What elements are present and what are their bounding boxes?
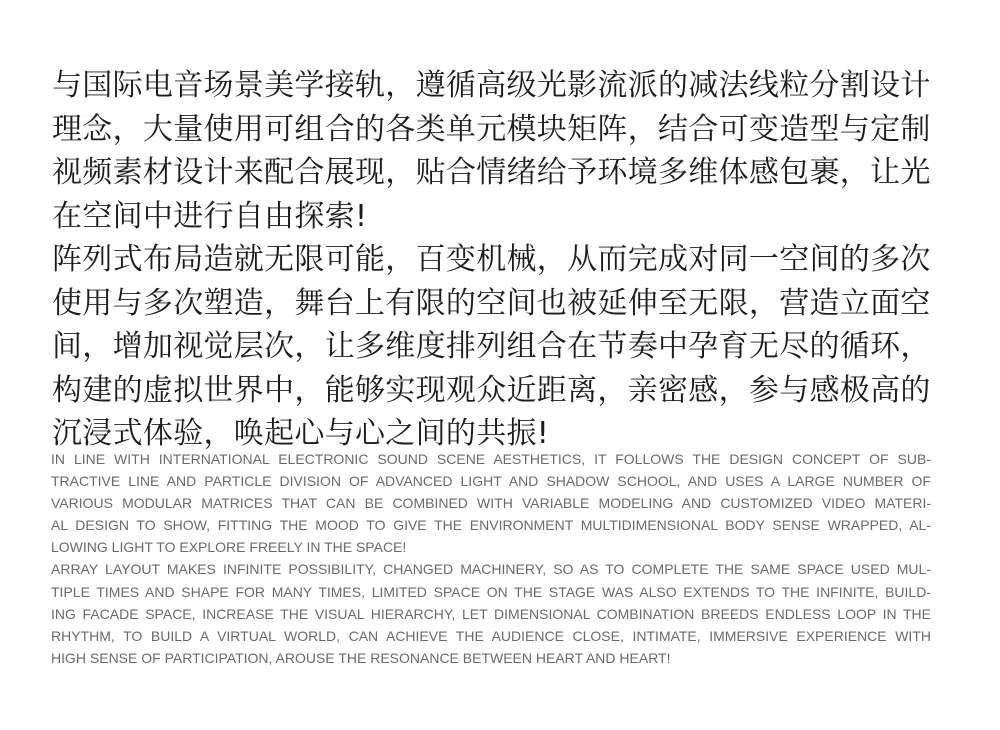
chinese-line: 在空间中进行自由探索! [52, 198, 368, 234]
chinese-line: 间，增加视觉层次，让多维度排列组合在节奏中孕育无尽的循环， [52, 329, 931, 364]
english-line: TRACTIVE LINE AND PARTICLE DIVISION OF ADVANCED LIGHT AND SHADOW SCHOOL, AND USES A LARGE NUMBER OF [51, 473, 931, 490]
chinese-description [52, 64, 942, 456]
chinese-line: 沉浸式体验，唤起心与心之间的共振! [52, 416, 550, 451]
english-line: AL DESIGN TO SHOW, FITTING THE MOOD TO GIVE THE ENVIRONMENT MULTIDIMENSIONAL BODY SENSE WRAPPED, AL- [51, 517, 931, 534]
chinese-line: 构建的虚拟世界中，能够实现观众近距离，亲密感，参与感极高的 [52, 372, 931, 408]
chinese-line: 阵列式布局造就无限可能，百变机械，从而完成对同一空间的多次 [52, 242, 931, 277]
chinese-line: 使用与多次塑造，舞台上有限的空间也被延伸至无限，营造立面空 [52, 285, 931, 321]
english-line: LOWING LIGHT TO EXPLORE FREELY IN THE SPACE! [51, 539, 407, 556]
english-line: HIGH SENSE OF PARTICIPATION, AROUSE THE RESONANCE BETWEEN HEART AND HEART! [51, 649, 671, 666]
english-line: ARRAY LAYOUT MAKES INFINITE POSSIBILITY, CHANGED MACHINERY, SO AS TO COMPLETE THE SAME SPACE USED MUL- [51, 561, 931, 578]
english-line: IN LINE WITH INTERNATIONAL ELECTRONIC SOUND SCENE AESTHETICS, IT FOLLOWS THE DESIGN CONCEPT OF SUB- [51, 451, 931, 467]
chinese-line: 视频素材设计来配合展现，贴合情绪给予环境多维体感包裹，让光 [52, 155, 931, 190]
english-line: VARIOUS MODULAR MATRICES THAT CAN BE COMBINED WITH VARIABLE MODELING AND CUSTOMIZED VIDEO MATERI- [51, 495, 931, 512]
chinese-line: 理念，大量使用可组合的各类单元模块矩阵，结合可变造型与定制 [52, 111, 931, 147]
english-line: RHYTHM, TO BUILD A VIRTUAL WORLD, CAN ACHIEVE THE AUDIENCE CLOSE, INTIMATE, IMMERSIVE EXPERIENCE WITH [51, 627, 931, 644]
english-description [51, 448, 931, 669]
english-line: ING FACADE SPACE, INCREASE THE VISUAL HIERARCHY, LET DIMENSIONAL COMBINATION BREEDS ENDLESS LOOP IN THE [51, 605, 931, 622]
english-line: TIPLE TIMES AND SHAPE FOR MANY TIMES, LIMITED SPACE ON THE STAGE WAS ALSO EXTENDS TO THE INFINITE, BUILD- [51, 583, 931, 600]
chinese-line: 与国际电音场景美学接轨，遵循高级光影流派的减法线粒分割设计 [52, 68, 931, 103]
